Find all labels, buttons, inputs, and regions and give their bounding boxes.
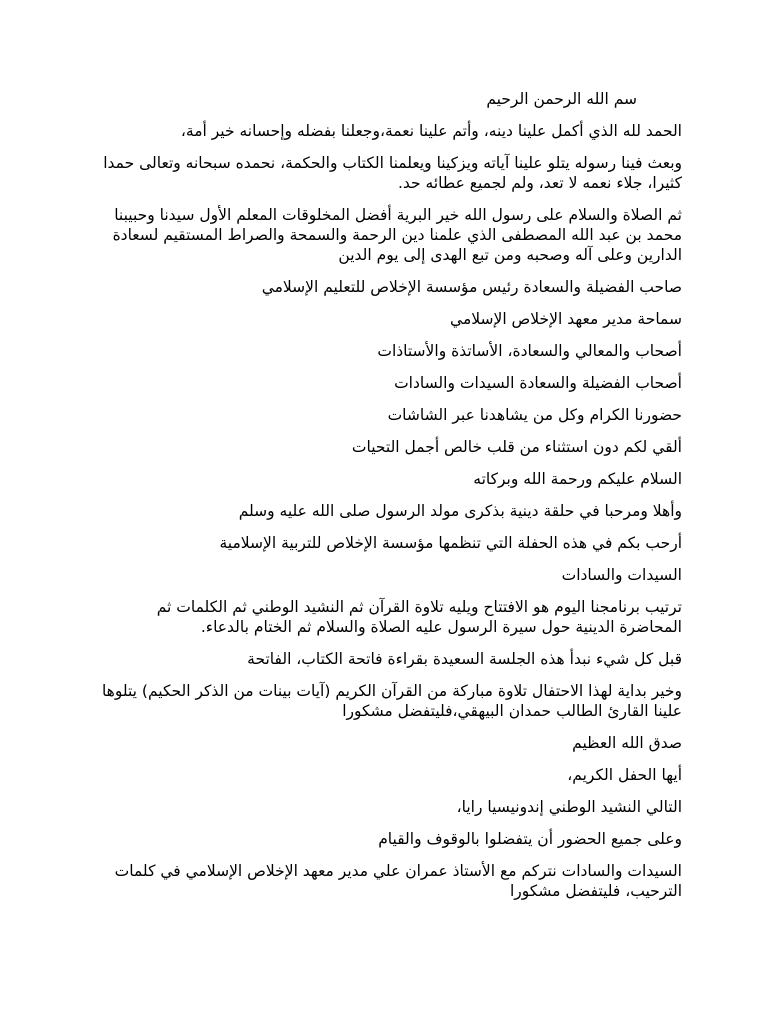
- paragraph-11: وأهلا ومرحبا في حلقة دينية بذكرى مولد الرسول صلى الله عليه وسلم: [238, 502, 682, 520]
- paragraph-3: ثم الصلاة والسلام على رسول الله خير البرية أفضل المخلوقات المعلم الأول سيدنا وحبيبنا محمد بن عبد الله المصطفى الذي علمنا دين الرحمة والسمحة والصراط المستقيم لسعادة الدارين وعلى آله وصحبه ومن تبع الهدى إلى يوم الدين: [112, 206, 682, 264]
- paragraph-10: السلام عليكم ورحمة الله وبركاته: [473, 470, 682, 488]
- paragraph-1: الحمد لله الذي أكمل علينا دينه، وأتم علينا نعمة،وجعلنا بفضله وإحسانه خير أمة،: [180, 122, 682, 140]
- paragraph-6: أصحاب والمعالي والسعادة، الأساتذة والأستاذات: [377, 342, 682, 360]
- paragraph-2: وبعث فينا رسوله يتلو علينا آياته ويزكينا ويعلمنا الكتاب والحكمة، نحمده سبحانه وتعالى حمدا كثيرا، جلاء نعمه لا تعد، ولم لجميع عطائه حد.: [103, 154, 682, 192]
- paragraph-20: وعلى جميع الحضور أن يتفضلوا بالوقوف والقيام: [378, 830, 682, 848]
- paragraph-17: صدق الله العظيم: [572, 734, 682, 752]
- paragraph-5: سماحة مدير معهد الإخلاص الإسلامي: [450, 310, 682, 328]
- paragraph-15: قبل كل شيء نبدأ هذه الجلسة السعيدة بقراءة فاتحة الكتاب، الفاتحة: [247, 650, 682, 668]
- paragraph-14: ترتيب برنامجنا اليوم هو الافتتاح ويليه تلاوة القرآن ثم النشيد الوطني ثم الكلمات ثم المحاضرة الدينية حول سيرة الرسول عليه الصلاة والسلام ثم الختام بالدعاء.: [156, 598, 682, 636]
- paragraph-12: أرحب بكم في هذه الحفلة التي تنظمها مؤسسة الإخلاص للتربية الإسلامية: [219, 534, 682, 552]
- paragraph-16: وخير بداية لهذا الاحتفال تلاوة مباركة من القرآن الكريم (آيات بينات من الذكر الحكيم) يتلوها علينا القارئ الطالب حمدان البيهقي،فليتفضل مشكورا: [101, 682, 682, 720]
- paragraph-18: أيها الحفل الكريم،: [567, 766, 682, 784]
- paragraph-9: ألقي لكم دون استثناء من قلب خالص أجمل التحيات: [351, 438, 682, 456]
- paragraph-8: حضورنا الكرام وكل من يشاهدنا عبر الشاشات: [387, 406, 682, 424]
- document-heading: سم الله الرحمن الرحيم: [486, 90, 637, 108]
- paragraph-4: صاحب الفضيلة والسعادة رئيس مؤسسة الإخلاص للتعليم الإسلامي: [261, 278, 682, 296]
- paragraph-19: التالي النشيد الوطني إندونيسيا رايا،: [456, 798, 682, 816]
- paragraph-7: أصحاب الفضيلة والسعادة السيدات والسادات: [394, 374, 682, 392]
- paragraph-13: السيدات والسادات: [561, 566, 682, 584]
- paragraph-21: السيدات والسادات نتركم مع الأستاذ عمران علي مدير معهد الإخلاص الإسلامي في كلمات الترحيب، فليتفضل مشكورا: [114, 862, 682, 900]
